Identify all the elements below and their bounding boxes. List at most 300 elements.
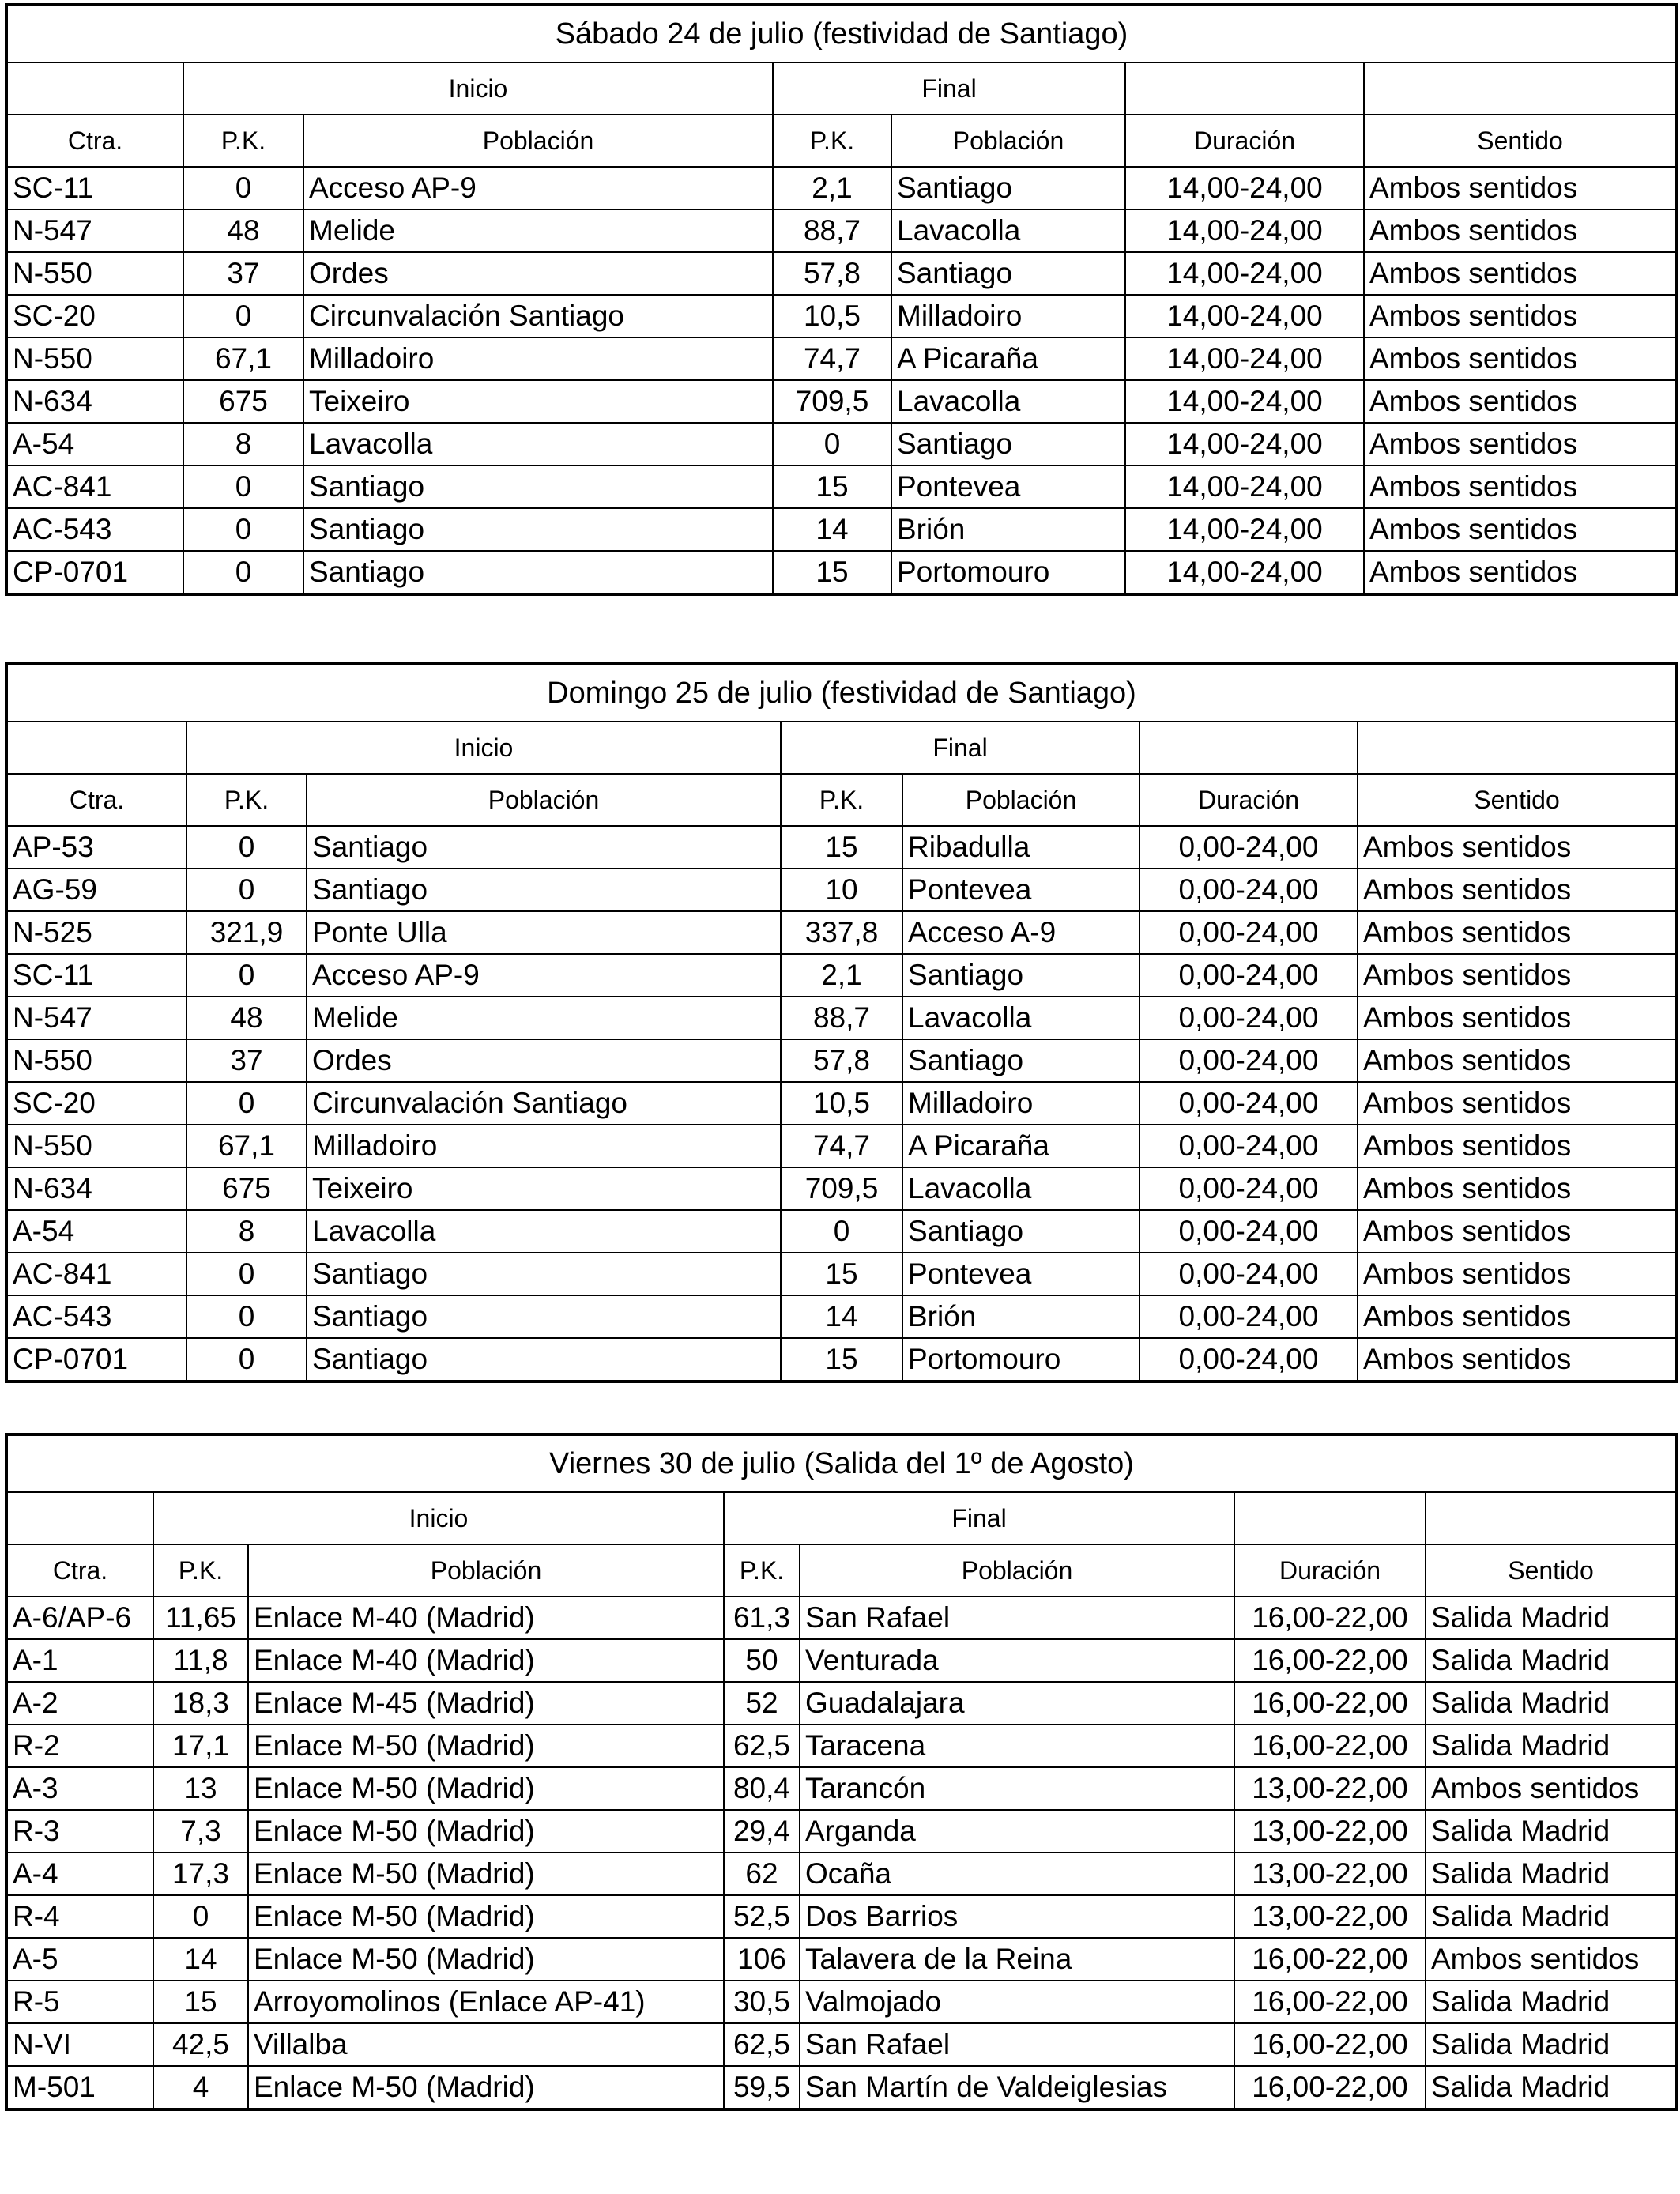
- cell-sentido: Salida Madrid: [1426, 1981, 1677, 2023]
- cell-pk-final: 80,4: [724, 1767, 800, 1810]
- cell-ctra: N-VI: [6, 2023, 153, 2066]
- cell-poblacion-inicio: Santiago: [307, 826, 781, 869]
- header-poblacion-inicio: Población: [248, 1544, 724, 1596]
- cell-pk-final: 2,1: [781, 954, 902, 997]
- header-ctra: Ctra.: [6, 115, 183, 167]
- table-title: Sábado 24 de julio (festividad de Santiago): [6, 5, 1677, 62]
- cell-duracion: 0,00-24,00: [1139, 1210, 1358, 1253]
- cell-duracion: 14,00-24,00: [1125, 167, 1364, 209]
- cell-duracion: 0,00-24,00: [1139, 1295, 1358, 1338]
- cell-poblacion-final: Acceso A-9: [902, 911, 1139, 954]
- cell-pk-final: 10: [781, 869, 902, 911]
- header-pk-inicio: P.K.: [153, 1544, 248, 1596]
- cell-duracion: 14,00-24,00: [1125, 508, 1364, 551]
- cell-pk-final: 337,8: [781, 911, 902, 954]
- cell-ctra: A-2: [6, 1682, 153, 1725]
- cell-poblacion-final: Milladoiro: [891, 295, 1125, 337]
- table-title: Domingo 25 de julio (festividad de Santiago): [6, 664, 1677, 722]
- cell-sentido: Ambos sentidos: [1426, 1938, 1677, 1981]
- cell-poblacion-inicio: Circunvalación Santiago: [307, 1082, 781, 1125]
- table-row: [6, 295, 1677, 337]
- cell-pk-inicio: 0: [186, 826, 307, 869]
- table-row: [6, 508, 1677, 551]
- cell-pk-inicio: 18,3: [153, 1682, 248, 1725]
- cell-duracion: 0,00-24,00: [1139, 869, 1358, 911]
- cell-sentido: Ambos sentidos: [1364, 337, 1677, 380]
- cell-poblacion-inicio: Acceso AP-9: [303, 167, 773, 209]
- cell-pk-final: 50: [724, 1639, 800, 1682]
- cell-duracion: 14,00-24,00: [1125, 295, 1364, 337]
- header-poblacion-final: Población: [800, 1544, 1234, 1596]
- cell-pk-inicio: 675: [183, 380, 303, 423]
- table-row: [6, 826, 1677, 869]
- cell-ctra: A-1: [6, 1639, 153, 1682]
- cell-poblacion-final: A Picaraña: [902, 1125, 1139, 1167]
- cell-pk-final: 29,4: [724, 1810, 800, 1853]
- cell-pk-final: 52,5: [724, 1895, 800, 1938]
- cell-poblacion-inicio: Ponte Ulla: [307, 911, 781, 954]
- table-row: [6, 1295, 1677, 1338]
- table-row: [6, 2023, 1677, 2066]
- cell-pk-inicio: 48: [186, 997, 307, 1039]
- header-pk-inicio: P.K.: [186, 774, 307, 826]
- header-pk-inicio: P.K.: [183, 115, 303, 167]
- cell-poblacion-inicio: Enlace M-50 (Madrid): [248, 1938, 724, 1981]
- group-inicio: Inicio: [153, 1492, 724, 1544]
- cell-pk-final: 88,7: [773, 209, 891, 252]
- cell-pk-inicio: 67,1: [186, 1125, 307, 1167]
- cell-poblacion-inicio: Santiago: [307, 869, 781, 911]
- cell-sentido: Salida Madrid: [1426, 1596, 1677, 1639]
- cell-pk-inicio: 0: [183, 466, 303, 508]
- table-row: [6, 1082, 1677, 1125]
- cell-poblacion-inicio: Arroyomolinos (Enlace AP-41): [248, 1981, 724, 2023]
- cell-poblacion-inicio: Lavacolla: [303, 423, 773, 466]
- cell-ctra: SC-11: [6, 167, 183, 209]
- table-row: [6, 1938, 1677, 1981]
- cell-poblacion-inicio: Acceso AP-9: [307, 954, 781, 997]
- table-row: [6, 1125, 1677, 1167]
- cell-duracion: 0,00-24,00: [1139, 1082, 1358, 1125]
- table-row: [6, 1639, 1677, 1682]
- table-title-row: [6, 664, 1677, 722]
- cell-ctra: A-54: [6, 1210, 186, 1253]
- cell-duracion: 16,00-22,00: [1234, 1981, 1426, 2023]
- cell-ctra: N-525: [6, 911, 186, 954]
- cell-poblacion-inicio: Enlace M-50 (Madrid): [248, 1767, 724, 1810]
- cell-pk-inicio: 0: [186, 954, 307, 997]
- cell-poblacion-inicio: Melide: [307, 997, 781, 1039]
- cell-poblacion-final: San Rafael: [800, 1596, 1234, 1639]
- cell-ctra: M-501: [6, 2066, 153, 2109]
- cell-sentido: Ambos sentidos: [1358, 1210, 1677, 1253]
- cell-poblacion-inicio: Melide: [303, 209, 773, 252]
- cell-duracion: 14,00-24,00: [1125, 466, 1364, 508]
- table-title-row: [6, 5, 1677, 62]
- cell-poblacion-final: Talavera de la Reina: [800, 1938, 1234, 1981]
- cell-poblacion-final: Arganda: [800, 1810, 1234, 1853]
- cell-pk-final: 15: [773, 551, 891, 594]
- table-body: [6, 5, 1677, 594]
- cell-sentido: Ambos sentidos: [1358, 997, 1677, 1039]
- header-poblacion-inicio: Población: [307, 774, 781, 826]
- cell-poblacion-final: Portomouro: [891, 551, 1125, 594]
- group-empty-cell: [1234, 1492, 1426, 1544]
- cell-ctra: AC-543: [6, 1295, 186, 1338]
- column-group-row: [6, 722, 1677, 774]
- cell-pk-inicio: 0: [186, 1253, 307, 1295]
- cell-poblacion-inicio: Milladoiro: [303, 337, 773, 380]
- cell-sentido: Ambos sentidos: [1364, 466, 1677, 508]
- cell-poblacion-final: Santiago: [902, 954, 1139, 997]
- cell-pk-inicio: 0: [186, 1082, 307, 1125]
- cell-pk-final: 52: [724, 1682, 800, 1725]
- cell-pk-inicio: 0: [183, 551, 303, 594]
- table-row: [6, 1682, 1677, 1725]
- group-inicio: Inicio: [186, 722, 781, 774]
- cell-ctra: N-550: [6, 337, 183, 380]
- cell-sentido: Salida Madrid: [1426, 1853, 1677, 1895]
- cell-pk-inicio: 0: [183, 508, 303, 551]
- table-row: [6, 167, 1677, 209]
- table-body: [6, 1434, 1677, 2109]
- cell-duracion: 0,00-24,00: [1139, 1125, 1358, 1167]
- cell-poblacion-final: Brión: [902, 1295, 1139, 1338]
- cell-sentido: Ambos sentidos: [1358, 1338, 1677, 1382]
- cell-pk-inicio: 11,8: [153, 1639, 248, 1682]
- table-row: [6, 466, 1677, 508]
- cell-ctra: N-547: [6, 209, 183, 252]
- cell-pk-inicio: 37: [186, 1039, 307, 1082]
- group-final: Final: [724, 1492, 1234, 1544]
- cell-duracion: 0,00-24,00: [1139, 826, 1358, 869]
- group-empty-cell: [6, 62, 183, 115]
- table-domingo-25-julio: [5, 662, 1678, 1383]
- cell-poblacion-final: Valmojado: [800, 1981, 1234, 2023]
- cell-poblacion-inicio: Enlace M-50 (Madrid): [248, 1895, 724, 1938]
- cell-poblacion-inicio: Teixeiro: [307, 1167, 781, 1210]
- cell-sentido: Salida Madrid: [1426, 1682, 1677, 1725]
- cell-ctra: R-5: [6, 1981, 153, 2023]
- cell-sentido: Ambos sentidos: [1358, 1167, 1677, 1210]
- cell-sentido: Ambos sentidos: [1358, 826, 1677, 869]
- cell-pk-inicio: 0: [186, 1338, 307, 1382]
- cell-poblacion-inicio: Santiago: [303, 508, 773, 551]
- table-row: [6, 252, 1677, 295]
- cell-pk-final: 62,5: [724, 2023, 800, 2066]
- table-row: [6, 551, 1677, 594]
- cell-poblacion-final: Milladoiro: [902, 1082, 1139, 1125]
- group-empty-cell: [6, 722, 186, 774]
- cell-duracion: 0,00-24,00: [1139, 1338, 1358, 1382]
- table-viernes-30-julio: [5, 1433, 1678, 2111]
- column-group-row: [6, 1492, 1677, 1544]
- cell-poblacion-inicio: Ordes: [303, 252, 773, 295]
- cell-pk-inicio: 17,3: [153, 1853, 248, 1895]
- cell-pk-inicio: 8: [186, 1210, 307, 1253]
- cell-poblacion-final: Pontevea: [902, 869, 1139, 911]
- group-inicio: Inicio: [183, 62, 773, 115]
- table-row: [6, 209, 1677, 252]
- table-row: [6, 1895, 1677, 1938]
- table-row: [6, 380, 1677, 423]
- cell-pk-inicio: 321,9: [186, 911, 307, 954]
- cell-sentido: Salida Madrid: [1426, 1725, 1677, 1767]
- table-row: [6, 997, 1677, 1039]
- cell-poblacion-final: Ribadulla: [902, 826, 1139, 869]
- cell-pk-inicio: 15: [153, 1981, 248, 2023]
- cell-poblacion-final: Venturada: [800, 1639, 1234, 1682]
- cell-poblacion-final: Portomouro: [902, 1338, 1139, 1382]
- table-row: [6, 337, 1677, 380]
- cell-ctra: A-5: [6, 1938, 153, 1981]
- cell-pk-inicio: 67,1: [183, 337, 303, 380]
- cell-poblacion-inicio: Circunvalación Santiago: [303, 295, 773, 337]
- cell-ctra: SC-20: [6, 1082, 186, 1125]
- header-ctra: Ctra.: [6, 1544, 153, 1596]
- cell-duracion: 13,00-22,00: [1234, 1767, 1426, 1810]
- table-title: Viernes 30 de julio (Salida del 1º de Agosto): [6, 1434, 1677, 1492]
- table-row: [6, 1853, 1677, 1895]
- table-row: [6, 911, 1677, 954]
- cell-duracion: 14,00-24,00: [1125, 337, 1364, 380]
- header-ctra: Ctra.: [6, 774, 186, 826]
- cell-poblacion-inicio: Villalba: [248, 2023, 724, 2066]
- cell-ctra: N-550: [6, 1125, 186, 1167]
- cell-pk-final: 59,5: [724, 2066, 800, 2109]
- header-duracion: Duración: [1234, 1544, 1426, 1596]
- cell-sentido: Ambos sentidos: [1358, 1125, 1677, 1167]
- group-empty-cell: [1358, 722, 1677, 774]
- header-sentido: Sentido: [1364, 115, 1677, 167]
- cell-poblacion-inicio: Milladoiro: [307, 1125, 781, 1167]
- cell-pk-final: 74,7: [781, 1125, 902, 1167]
- table-sabado-24-julio: [5, 3, 1678, 596]
- table-row: [6, 1167, 1677, 1210]
- cell-pk-inicio: 8: [183, 423, 303, 466]
- cell-sentido: Salida Madrid: [1426, 1810, 1677, 1853]
- cell-sentido: Salida Madrid: [1426, 2023, 1677, 2066]
- cell-duracion: 14,00-24,00: [1125, 551, 1364, 594]
- cell-pk-final: 709,5: [773, 380, 891, 423]
- cell-poblacion-final: Dos Barrios: [800, 1895, 1234, 1938]
- cell-duracion: 16,00-22,00: [1234, 2023, 1426, 2066]
- cell-pk-final: 15: [773, 466, 891, 508]
- cell-poblacion-inicio: Enlace M-50 (Madrid): [248, 1853, 724, 1895]
- cell-pk-inicio: 675: [186, 1167, 307, 1210]
- cell-poblacion-inicio: Santiago: [303, 551, 773, 594]
- cell-ctra: A-54: [6, 423, 183, 466]
- column-header-row: [6, 115, 1677, 167]
- cell-ctra: R-2: [6, 1725, 153, 1767]
- cell-pk-final: 15: [781, 1253, 902, 1295]
- cell-poblacion-final: Santiago: [891, 252, 1125, 295]
- cell-poblacion-inicio: Santiago: [303, 466, 773, 508]
- column-group-row: [6, 62, 1677, 115]
- cell-pk-final: 62: [724, 1853, 800, 1895]
- cell-sentido: Ambos sentidos: [1358, 1082, 1677, 1125]
- header-pk-final: P.K.: [781, 774, 902, 826]
- cell-poblacion-final: San Martín de Valdeiglesias: [800, 2066, 1234, 2109]
- cell-ctra: R-4: [6, 1895, 153, 1938]
- cell-duracion: 0,00-24,00: [1139, 997, 1358, 1039]
- column-header-row: [6, 1544, 1677, 1596]
- cell-poblacion-final: Lavacolla: [891, 209, 1125, 252]
- cell-poblacion-final: Santiago: [891, 423, 1125, 466]
- cell-duracion: 0,00-24,00: [1139, 911, 1358, 954]
- cell-ctra: AC-543: [6, 508, 183, 551]
- cell-pk-inicio: 0: [186, 869, 307, 911]
- table-row: [6, 1725, 1677, 1767]
- cell-ctra: A-6/AP-6: [6, 1596, 153, 1639]
- cell-ctra: AP-53: [6, 826, 186, 869]
- table-row: [6, 1338, 1677, 1382]
- cell-duracion: 16,00-22,00: [1234, 1938, 1426, 1981]
- cell-duracion: 0,00-24,00: [1139, 1167, 1358, 1210]
- cell-ctra: CP-0701: [6, 551, 183, 594]
- cell-poblacion-final: San Rafael: [800, 2023, 1234, 2066]
- header-duracion: Duración: [1139, 774, 1358, 826]
- cell-poblacion-inicio: Enlace M-40 (Madrid): [248, 1596, 724, 1639]
- cell-poblacion-inicio: Teixeiro: [303, 380, 773, 423]
- cell-pk-inicio: 42,5: [153, 2023, 248, 2066]
- cell-poblacion-inicio: Enlace M-50 (Madrid): [248, 1725, 724, 1767]
- table-row: [6, 2066, 1677, 2109]
- cell-pk-inicio: 37: [183, 252, 303, 295]
- cell-pk-final: 62,5: [724, 1725, 800, 1767]
- cell-pk-final: 57,8: [773, 252, 891, 295]
- cell-pk-final: 15: [781, 826, 902, 869]
- cell-poblacion-inicio: Ordes: [307, 1039, 781, 1082]
- cell-pk-inicio: 0: [183, 167, 303, 209]
- cell-ctra: R-3: [6, 1810, 153, 1853]
- table-row: [6, 1767, 1677, 1810]
- cell-poblacion-final: Brión: [891, 508, 1125, 551]
- cell-duracion: 14,00-24,00: [1125, 252, 1364, 295]
- group-empty-cell: [1125, 62, 1364, 115]
- cell-ctra: N-550: [6, 252, 183, 295]
- cell-poblacion-final: Taracena: [800, 1725, 1234, 1767]
- cell-pk-final: 15: [781, 1338, 902, 1382]
- header-poblacion-final: Población: [902, 774, 1139, 826]
- cell-duracion: 0,00-24,00: [1139, 1039, 1358, 1082]
- cell-ctra: AC-841: [6, 1253, 186, 1295]
- cell-poblacion-final: Ocaña: [800, 1853, 1234, 1895]
- cell-pk-final: 10,5: [781, 1082, 902, 1125]
- cell-poblacion-final: A Picaraña: [891, 337, 1125, 380]
- header-duracion: Duración: [1125, 115, 1364, 167]
- cell-pk-final: 2,1: [773, 167, 891, 209]
- cell-poblacion-final: Santiago: [902, 1210, 1139, 1253]
- table-body: [6, 664, 1677, 1382]
- group-final: Final: [781, 722, 1139, 774]
- cell-pk-final: 14: [781, 1295, 902, 1338]
- cell-pk-inicio: 4: [153, 2066, 248, 2109]
- cell-duracion: 13,00-22,00: [1234, 1810, 1426, 1853]
- cell-sentido: Ambos sentidos: [1364, 508, 1677, 551]
- cell-poblacion-final: Tarancón: [800, 1767, 1234, 1810]
- cell-duracion: 13,00-22,00: [1234, 1853, 1426, 1895]
- cell-poblacion-final: Santiago: [902, 1039, 1139, 1082]
- cell-poblacion-inicio: Enlace M-50 (Madrid): [248, 2066, 724, 2109]
- table-row: [6, 1981, 1677, 2023]
- cell-pk-final: 88,7: [781, 997, 902, 1039]
- cell-ctra: AC-841: [6, 466, 183, 508]
- cell-sentido: Ambos sentidos: [1426, 1767, 1677, 1810]
- cell-pk-final: 30,5: [724, 1981, 800, 2023]
- cell-pk-inicio: 48: [183, 209, 303, 252]
- cell-pk-final: 61,3: [724, 1596, 800, 1639]
- cell-poblacion-final: Santiago: [891, 167, 1125, 209]
- cell-poblacion-inicio: Santiago: [307, 1338, 781, 1382]
- cell-duracion: 16,00-22,00: [1234, 1682, 1426, 1725]
- header-sentido: Sentido: [1426, 1544, 1677, 1596]
- table-row: [6, 1039, 1677, 1082]
- cell-ctra: SC-11: [6, 954, 186, 997]
- cell-poblacion-final: Guadalajara: [800, 1682, 1234, 1725]
- cell-poblacion-inicio: Santiago: [307, 1295, 781, 1338]
- cell-poblacion-final: Lavacolla: [902, 1167, 1139, 1210]
- table-row: [6, 1596, 1677, 1639]
- cell-pk-final: 0: [781, 1210, 902, 1253]
- cell-sentido: Ambos sentidos: [1364, 423, 1677, 466]
- cell-pk-inicio: 13: [153, 1767, 248, 1810]
- cell-sentido: Ambos sentidos: [1364, 295, 1677, 337]
- cell-ctra: A-4: [6, 1853, 153, 1895]
- table-row: [6, 869, 1677, 911]
- cell-duracion: 16,00-22,00: [1234, 2066, 1426, 2109]
- cell-poblacion-final: Pontevea: [891, 466, 1125, 508]
- cell-poblacion-final: Lavacolla: [902, 997, 1139, 1039]
- cell-sentido: Ambos sentidos: [1358, 1253, 1677, 1295]
- table-row: [6, 423, 1677, 466]
- header-poblacion-inicio: Población: [303, 115, 773, 167]
- group-empty-cell: [1426, 1492, 1677, 1544]
- header-poblacion-final: Población: [891, 115, 1125, 167]
- cell-pk-inicio: 14: [153, 1938, 248, 1981]
- cell-pk-final: 106: [724, 1938, 800, 1981]
- header-sentido: Sentido: [1358, 774, 1677, 826]
- cell-duracion: 16,00-22,00: [1234, 1639, 1426, 1682]
- cell-duracion: 14,00-24,00: [1125, 209, 1364, 252]
- group-final: Final: [773, 62, 1125, 115]
- cell-duracion: 14,00-24,00: [1125, 423, 1364, 466]
- cell-pk-final: 709,5: [781, 1167, 902, 1210]
- cell-sentido: Ambos sentidos: [1364, 209, 1677, 252]
- cell-pk-inicio: 11,65: [153, 1596, 248, 1639]
- cell-pk-final: 74,7: [773, 337, 891, 380]
- table-row: [6, 1253, 1677, 1295]
- cell-poblacion-inicio: Enlace M-40 (Madrid): [248, 1639, 724, 1682]
- group-empty-cell: [6, 1492, 153, 1544]
- cell-pk-inicio: 0: [186, 1295, 307, 1338]
- cell-ctra: AG-59: [6, 869, 186, 911]
- cell-ctra: SC-20: [6, 295, 183, 337]
- cell-sentido: Ambos sentidos: [1358, 1039, 1677, 1082]
- group-empty-cell: [1364, 62, 1677, 115]
- header-pk-final: P.K.: [724, 1544, 800, 1596]
- cell-pk-inicio: 17,1: [153, 1725, 248, 1767]
- cell-sentido: Ambos sentidos: [1358, 954, 1677, 997]
- cell-poblacion-inicio: Santiago: [307, 1253, 781, 1295]
- cell-duracion: 0,00-24,00: [1139, 1253, 1358, 1295]
- cell-sentido: Salida Madrid: [1426, 1639, 1677, 1682]
- cell-duracion: 0,00-24,00: [1139, 954, 1358, 997]
- cell-ctra: N-634: [6, 380, 183, 423]
- table-row: [6, 954, 1677, 997]
- cell-duracion: 16,00-22,00: [1234, 1725, 1426, 1767]
- cell-poblacion-inicio: Enlace M-50 (Madrid): [248, 1810, 724, 1853]
